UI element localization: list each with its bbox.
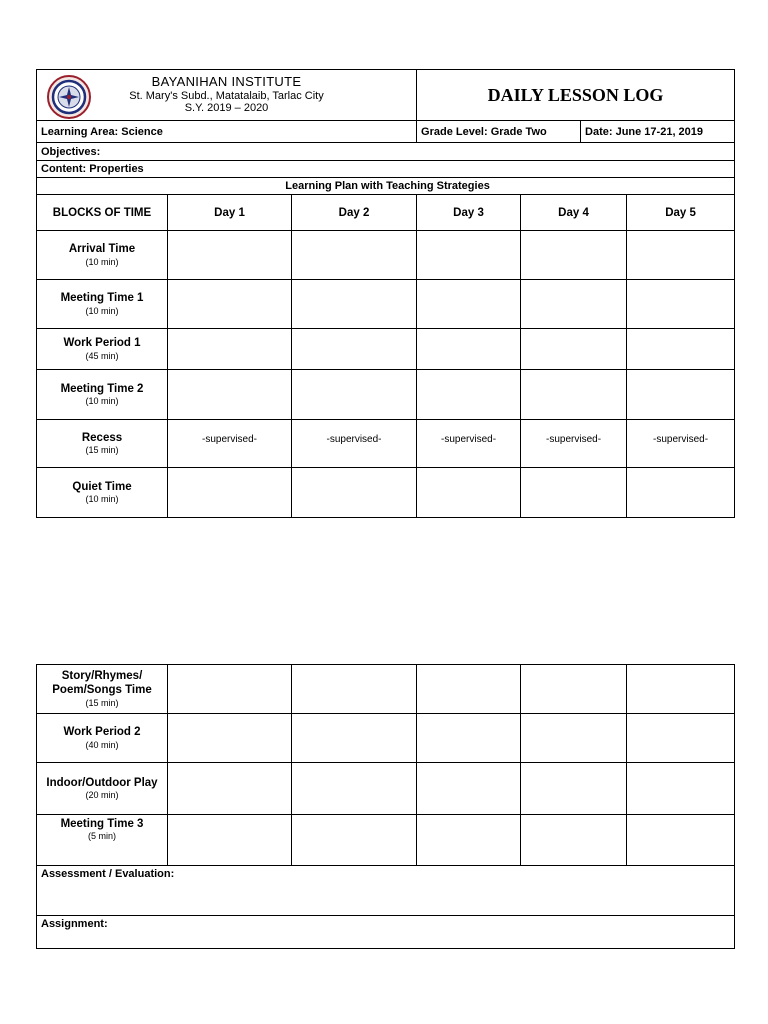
schedule-row: [37, 231, 735, 280]
lesson-log-table-top: [36, 69, 735, 518]
schedule-row: [37, 280, 735, 329]
block-label: [37, 420, 168, 468]
block-name: Arrival Time: [68, 243, 136, 256]
day-cell[interactable]: [627, 231, 735, 280]
day-cell[interactable]: [417, 370, 521, 420]
block-name: Work Period 1: [63, 337, 141, 350]
day-cell[interactable]: [417, 714, 521, 763]
day-header: Day 4: [521, 195, 627, 231]
block-label: [37, 468, 168, 518]
day-cell[interactable]: [417, 468, 521, 518]
day-cell[interactable]: [521, 370, 627, 420]
day-cell[interactable]: [292, 763, 417, 815]
day-cell[interactable]: [168, 280, 292, 329]
supervised-cell[interactable]: -supervised-: [292, 420, 417, 468]
day-cell[interactable]: [627, 468, 735, 518]
lesson-log-table-bottom: [36, 664, 735, 949]
block-name: Quiet Time: [72, 480, 132, 493]
day-cell[interactable]: [168, 815, 292, 866]
document-title: DAILY LESSON LOG: [417, 70, 735, 121]
day-cell[interactable]: [168, 714, 292, 763]
block-duration: (10 min): [85, 396, 119, 407]
school-address: St. Mary's Subd., Matatalaib, Tarlac City: [129, 89, 324, 102]
school-year: S.Y. 2019 – 2020: [184, 102, 269, 115]
day-header: Day 2: [292, 195, 417, 231]
assessment-field[interactable]: [37, 866, 735, 916]
schedule-row: [37, 763, 735, 815]
grade-level: Grade Level: Grade Two: [417, 121, 581, 143]
block-duration: (40 min): [85, 739, 119, 750]
schedule-row: [37, 370, 735, 420]
block-name: Meeting Time 3: [60, 818, 144, 830]
block-duration: (5 min): [87, 831, 116, 842]
supervised-cell[interactable]: -supervised-: [168, 420, 292, 468]
day-cell[interactable]: [627, 714, 735, 763]
assignment-label: Assignment:: [41, 918, 108, 930]
day-header: Day 3: [417, 195, 521, 231]
day-cell[interactable]: [417, 329, 521, 370]
schedule-row: [37, 665, 735, 714]
block-label: [37, 815, 168, 866]
day-cell[interactable]: [292, 329, 417, 370]
day-cell[interactable]: [417, 763, 521, 815]
block-name: Story/Rhymes/ Poem/Songs Time: [52, 670, 152, 697]
block-duration: (10 min): [85, 256, 119, 267]
day-cell[interactable]: [292, 665, 417, 714]
day-cell[interactable]: [627, 815, 735, 866]
supervised-cell[interactable]: -supervised-: [417, 420, 521, 468]
day-cell[interactable]: [627, 763, 735, 815]
day-cell[interactable]: [521, 329, 627, 370]
school-name: BAYANIHAN INSTITUTE: [151, 73, 302, 89]
day-cell[interactable]: [521, 714, 627, 763]
lesson-date: Date: June 17-21, 2019: [581, 121, 735, 143]
day-cell[interactable]: [521, 231, 627, 280]
day-cell[interactable]: [627, 665, 735, 714]
schedule-row: [37, 714, 735, 763]
schedule-row: [37, 815, 735, 866]
day-cell[interactable]: [627, 370, 735, 420]
day-cell[interactable]: [292, 714, 417, 763]
block-duration: (15 min): [85, 697, 119, 708]
block-label: [37, 714, 168, 763]
content-label: Content: Properties: [37, 161, 735, 178]
day-cell[interactable]: [521, 763, 627, 815]
assessment-label: Assessment / Evaluation:: [41, 868, 175, 880]
day-cell[interactable]: [417, 280, 521, 329]
block-label: [37, 370, 168, 420]
block-label: [37, 231, 168, 280]
block-name: Meeting Time 1: [60, 292, 144, 305]
day-cell[interactable]: [521, 280, 627, 329]
day-cell[interactable]: [168, 329, 292, 370]
day-cell[interactable]: [168, 665, 292, 714]
day-cell[interactable]: [292, 468, 417, 518]
block-duration: (20 min): [85, 790, 119, 801]
day-cell[interactable]: [417, 231, 521, 280]
supervised-cell[interactable]: -supervised-: [521, 420, 627, 468]
day-cell[interactable]: [417, 665, 521, 714]
schedule-row: [37, 468, 735, 518]
day-cell[interactable]: [521, 815, 627, 866]
learning-area: Learning Area: Science: [37, 121, 417, 143]
schedule-row: [37, 420, 735, 468]
day-cell[interactable]: [292, 231, 417, 280]
block-duration: (10 min): [85, 305, 119, 316]
day-cell[interactable]: [292, 370, 417, 420]
block-name: Indoor/Outdoor Play: [46, 776, 158, 789]
day-cell[interactable]: [627, 280, 735, 329]
block-label: [37, 763, 168, 815]
day-header: Day 5: [627, 195, 735, 231]
block-duration: (10 min): [85, 494, 119, 505]
assignment-field[interactable]: [37, 916, 735, 949]
block-name: Recess: [81, 431, 123, 444]
day-cell[interactable]: [292, 280, 417, 329]
school-seal-icon: [47, 75, 91, 119]
objectives-label: Objectives:: [37, 143, 735, 161]
block-duration: (45 min): [85, 350, 119, 361]
school-header: [37, 70, 417, 121]
day-cell[interactable]: [168, 763, 292, 815]
day-cell[interactable]: [292, 815, 417, 866]
day-cell[interactable]: [168, 370, 292, 420]
day-cell[interactable]: [168, 231, 292, 280]
day-header: Day 1: [168, 195, 292, 231]
blocks-of-time-header: BLOCKS OF TIME: [37, 195, 168, 231]
supervised-cell[interactable]: -supervised-: [627, 420, 735, 468]
block-name: Work Period 2: [63, 726, 141, 739]
block-label: [37, 665, 168, 714]
block-label: [37, 329, 168, 370]
day-cell[interactable]: [168, 468, 292, 518]
day-cell[interactable]: [521, 665, 627, 714]
block-name: Meeting Time 2: [60, 382, 144, 395]
day-cell[interactable]: [627, 329, 735, 370]
block-label: [37, 280, 168, 329]
day-cell[interactable]: [521, 468, 627, 518]
plan-heading: Learning Plan with Teaching Strategies: [37, 178, 735, 195]
schedule-row: [37, 329, 735, 370]
day-cell[interactable]: [417, 815, 521, 866]
block-duration: (15 min): [85, 445, 119, 456]
